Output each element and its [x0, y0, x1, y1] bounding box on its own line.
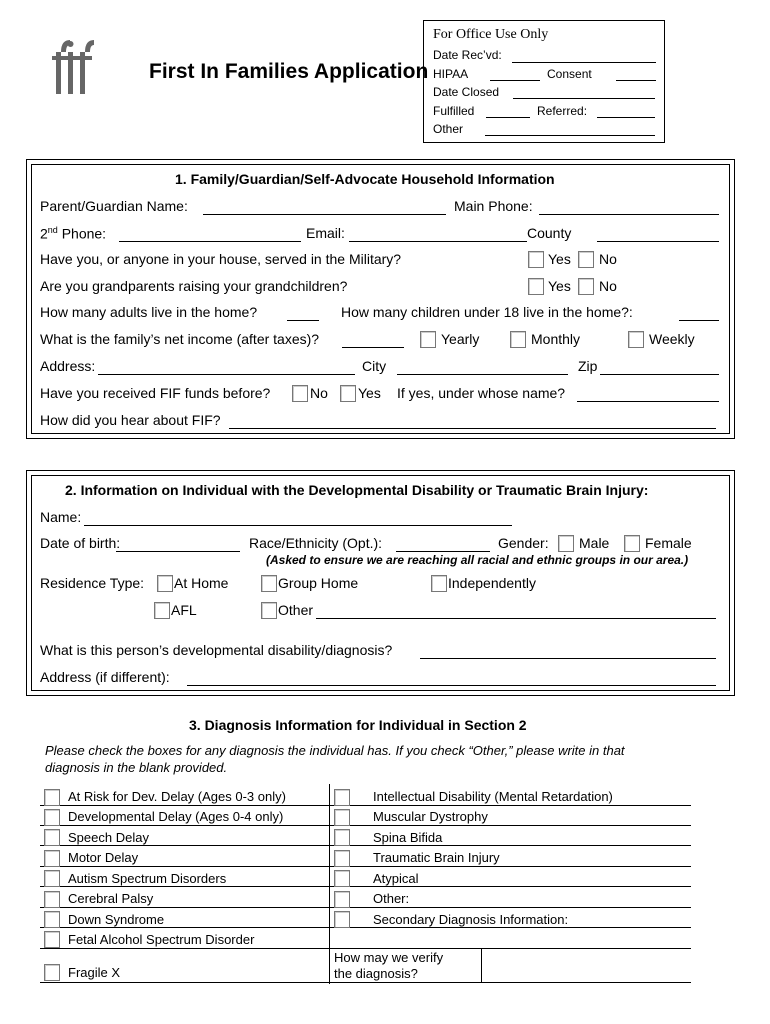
- dx-down-syndrome-checkbox[interactable]: [44, 911, 60, 928]
- dx-speech-label: Speech Delay: [68, 830, 149, 845]
- children-field[interactable]: [679, 320, 719, 321]
- main-phone-field[interactable]: [539, 214, 719, 215]
- city-label: City: [362, 358, 387, 374]
- dx-fragile-x-checkbox[interactable]: [44, 964, 60, 981]
- dx-atypical-label: Atypical: [373, 871, 419, 886]
- hear-about-field[interactable]: [229, 428, 716, 429]
- date-closed-label: Date Closed: [433, 85, 500, 99]
- address-label: Address:: [40, 358, 96, 374]
- parent-name-field[interactable]: [203, 214, 446, 215]
- individual-name-label: Name:: [40, 509, 82, 525]
- residence-group-label: Group Home: [278, 575, 359, 591]
- dx-secondary-checkbox[interactable]: [334, 911, 350, 928]
- dx-spina-bifida-label: Spina Bifida: [373, 830, 443, 845]
- dx-tbi-label: Traumatic Brain Injury: [373, 850, 500, 865]
- military-no-checkbox[interactable]: [578, 251, 594, 268]
- row-line-2: [40, 825, 691, 826]
- income-monthly-label: Monthly: [531, 331, 581, 347]
- grandparents-yes-label: Yes: [548, 278, 571, 294]
- income-question: What is the family’s net income (after taxes)?: [40, 331, 320, 347]
- residence-home-checkbox[interactable]: [157, 575, 173, 592]
- dx-other-checkbox[interactable]: [334, 891, 350, 908]
- row-line-3: [40, 845, 691, 846]
- address-different-field[interactable]: [187, 685, 716, 686]
- second-phone-field[interactable]: [119, 241, 301, 242]
- grandparents-no-label: No: [599, 278, 617, 294]
- dx-fetal-alcohol-checkbox[interactable]: [44, 931, 60, 948]
- residence-other-label: Other: [278, 602, 314, 618]
- residence-home-label: At Home: [174, 575, 229, 591]
- referred-field[interactable]: [597, 117, 655, 118]
- second-phone-ordinal: nd: [47, 225, 58, 235]
- diagnosis-field[interactable]: [420, 658, 716, 659]
- county-field[interactable]: [597, 241, 719, 242]
- residence-independent-label: Independently: [448, 575, 536, 591]
- fif-logo: [50, 38, 94, 100]
- other-office-label: Other: [433, 122, 464, 136]
- zip-label: Zip: [578, 358, 598, 374]
- hipaa-field[interactable]: [490, 80, 540, 81]
- address-different-label: Address (if different):: [40, 669, 170, 685]
- section3-heading: 3. Diagnosis Information for Individual in Section 2: [189, 717, 527, 733]
- hear-about-label: How did you hear about FIF?: [40, 412, 221, 428]
- gender-male-checkbox[interactable]: [558, 535, 574, 552]
- zip-field[interactable]: [600, 374, 719, 375]
- dx-down-syndrome-label: Down Syndrome: [68, 912, 165, 927]
- dx-motor-label: Motor Delay: [68, 850, 139, 865]
- dx-muscular-label: Muscular Dystrophy: [373, 809, 488, 824]
- row-line-9: [40, 982, 691, 983]
- residence-independent-checkbox[interactable]: [431, 575, 447, 592]
- dx-cerebral-palsy-label: Cerebral Palsy: [68, 891, 154, 906]
- dx-fragile-x-label: Fragile X: [68, 965, 121, 980]
- dx-secondary-label: Secondary Diagnosis Information:: [373, 912, 569, 927]
- adults-question: How many adults live in the home?: [40, 304, 258, 320]
- race-field[interactable]: [396, 551, 490, 552]
- parent-name-label: Parent/Guardian Name:: [40, 198, 188, 214]
- military-yes-label: Yes: [548, 251, 571, 267]
- adults-field[interactable]: [287, 320, 319, 321]
- dx-at-risk-checkbox[interactable]: [44, 789, 60, 806]
- date-received-field[interactable]: [512, 62, 656, 63]
- residence-other-field[interactable]: [316, 618, 716, 619]
- military-no-label: No: [599, 251, 617, 267]
- dx-other-label: Other:: [373, 891, 410, 906]
- dx-at-risk-label: At Risk for Dev. Delay (Ages 0-3 only): [68, 789, 286, 804]
- children-question: How many children under 18 live in the home?:: [341, 304, 633, 320]
- gender-female-label: Female: [645, 535, 692, 551]
- dx-speech-checkbox[interactable]: [44, 829, 60, 846]
- grandparents-question: Are you grandparents raising your grandchildren?: [40, 278, 348, 294]
- fif-funds-no-label: No: [310, 385, 328, 401]
- income-yearly-label: Yearly: [441, 331, 480, 347]
- fulfilled-field[interactable]: [486, 117, 530, 118]
- fulfilled-label: Fulfilled: [433, 104, 475, 118]
- race-label: Race/Ethnicity (Opt.):: [249, 535, 383, 551]
- income-monthly-checkbox[interactable]: [510, 331, 526, 348]
- military-question: Have you, or anyone in your house, served in the Military?: [40, 251, 402, 267]
- consent-field[interactable]: [616, 80, 656, 81]
- email-label: Email:: [306, 225, 345, 241]
- verify-field[interactable]: [482, 949, 690, 981]
- military-yes-checkbox[interactable]: [528, 251, 544, 268]
- section3-instructions-line2: diagnosis in the blank provided.: [45, 760, 228, 775]
- individual-name-field[interactable]: [84, 525, 512, 526]
- office-use-heading: For Office Use Only: [433, 27, 549, 42]
- fif-funds-yes-checkbox[interactable]: [340, 385, 356, 402]
- fif-funds-yes-label: Yes: [358, 385, 381, 401]
- city-field[interactable]: [397, 374, 568, 375]
- dx-atypical-checkbox[interactable]: [334, 870, 350, 887]
- verify-label-line2: the diagnosis?: [334, 966, 418, 981]
- row-line-7: [40, 927, 691, 928]
- dx-tbi-checkbox[interactable]: [334, 850, 350, 867]
- diagnosis-question: What is this person’s developmental disability/diagnosis?: [40, 642, 393, 658]
- dx-autism-checkbox[interactable]: [44, 870, 60, 887]
- row-line-5: [40, 886, 691, 887]
- email-field[interactable]: [349, 241, 527, 242]
- if-yes-label: If yes, under whose name?: [397, 385, 566, 401]
- second-phone-label: [40, 225, 106, 242]
- residence-type-label: Residence Type:: [40, 575, 145, 591]
- grandparents-no-checkbox[interactable]: [578, 278, 594, 295]
- main-phone-label: Main Phone:: [454, 198, 533, 214]
- dx-dev-delay-checkbox[interactable]: [44, 809, 60, 826]
- dx-motor-checkbox[interactable]: [44, 850, 60, 867]
- income-yearly-checkbox[interactable]: [420, 331, 436, 348]
- gender-male-label: Male: [579, 535, 610, 551]
- residence-group-checkbox[interactable]: [261, 575, 277, 592]
- dx-intellectual-checkbox[interactable]: [334, 789, 350, 806]
- dx-dev-delay-label: Developmental Delay (Ages 0-4 only): [68, 809, 284, 824]
- county-label: County: [527, 225, 572, 241]
- residence-afl-checkbox[interactable]: [154, 602, 170, 619]
- race-note: (Asked to ensure we are reaching all racial and ethnic groups in our area.): [266, 553, 689, 567]
- if-yes-name-field[interactable]: [577, 401, 719, 402]
- residence-afl-label: AFL: [171, 602, 197, 618]
- row-line-1: [40, 805, 691, 806]
- row-line-4: [40, 866, 691, 867]
- consent-label: Consent: [547, 67, 592, 81]
- gender-female-checkbox[interactable]: [624, 535, 640, 552]
- page-title: First In Families Application: [149, 60, 429, 83]
- section2-heading: 2. Information on Individual with the Developmental Disability or Traumatic Brain Injury:: [65, 482, 649, 498]
- income-weekly-checkbox[interactable]: [628, 331, 644, 348]
- grandparents-yes-checkbox[interactable]: [528, 278, 544, 295]
- fif-funds-question: Have you received FIF funds before?: [40, 385, 271, 401]
- row-line-6: [40, 907, 691, 908]
- hipaa-label: HIPAA: [433, 67, 469, 81]
- address-field[interactable]: [98, 374, 355, 375]
- fif-funds-no-checkbox[interactable]: [292, 385, 308, 402]
- dx-autism-label: Autism Spectrum Disorders: [68, 871, 227, 886]
- income-weekly-label: Weekly: [649, 331, 695, 347]
- dx-muscular-checkbox[interactable]: [334, 809, 350, 826]
- dx-cerebral-palsy-checkbox[interactable]: [44, 891, 60, 908]
- diagnosis-table-divider: [329, 784, 330, 984]
- verify-label-line1: How may we verify: [334, 950, 444, 965]
- dob-label: Date of birth:: [40, 535, 121, 551]
- second-phone-text: Phone:: [57, 225, 107, 242]
- dx-spina-bifida-checkbox[interactable]: [334, 829, 350, 846]
- gender-label: Gender:: [498, 535, 549, 551]
- second-phone-number: 2: [40, 225, 48, 242]
- dx-fetal-alcohol-label: Fetal Alcohol Spectrum Disorder: [68, 932, 255, 947]
- date-received-label: Date Rec’vd:: [433, 48, 502, 62]
- other-office-field[interactable]: [485, 135, 655, 136]
- section1-heading: 1. Family/Guardian/Self-Advocate Household Information: [175, 171, 555, 187]
- residence-other-checkbox[interactable]: [261, 602, 277, 619]
- income-field[interactable]: [342, 347, 404, 348]
- date-closed-field[interactable]: [513, 98, 655, 99]
- dob-field[interactable]: [116, 551, 240, 552]
- section3-instructions-line1: Please check the boxes for any diagnosis the individual has. If you check “Other,” please write in that: [45, 743, 625, 758]
- referred-label: Referred:: [537, 104, 588, 118]
- dx-intellectual-label: Intellectual Disability (Mental Retardation): [373, 789, 613, 804]
